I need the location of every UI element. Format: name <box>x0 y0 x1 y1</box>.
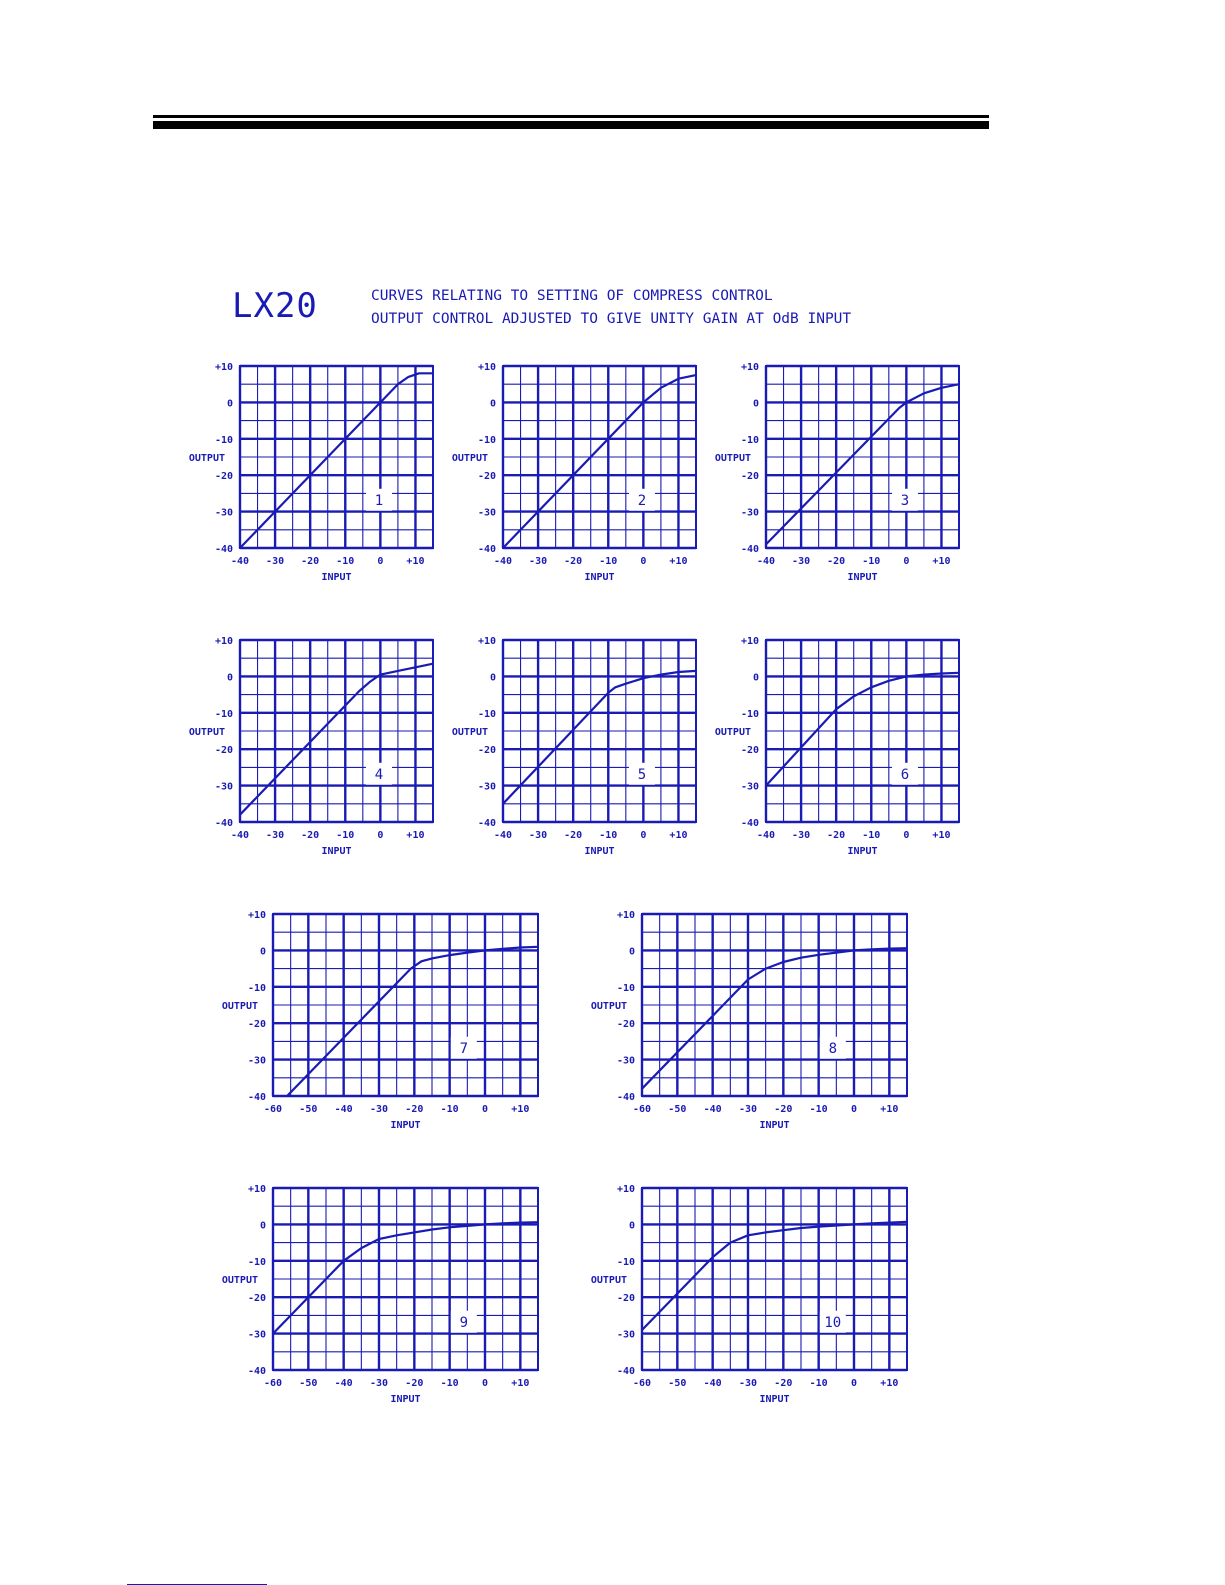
y-tick-label: +10 <box>616 1184 635 1195</box>
x-tick-label: -10 <box>599 556 618 567</box>
y-axis-label: OUTPUT <box>188 727 225 738</box>
panel-number-label: 1 <box>374 492 384 509</box>
y-axis-label: OUTPUT <box>714 453 751 464</box>
y-tick-label: 0 <box>752 672 759 684</box>
x-tick-label: -10 <box>336 556 355 567</box>
chart-panel-1 <box>189 362 433 583</box>
panel-number-label: 7 <box>459 1040 469 1057</box>
chart-panel-9 <box>222 1184 538 1405</box>
x-tick-label: +10 <box>406 556 425 567</box>
y-axis-label: OUTPUT <box>451 727 488 738</box>
x-tick-label: +10 <box>932 556 951 567</box>
y-tick-label: -10 <box>247 1256 266 1268</box>
x-tick-label: -20 <box>774 1104 793 1115</box>
x-tick-label: -20 <box>564 830 583 841</box>
y-tick-label: -40 <box>616 1366 635 1377</box>
y-tick-label: -30 <box>616 1055 635 1067</box>
y-tick-label: -40 <box>247 1092 266 1103</box>
x-tick-label: -20 <box>301 830 320 841</box>
panel-number-label: 2 <box>637 492 647 509</box>
y-tick-label: -40 <box>616 1092 635 1103</box>
x-tick-label: -30 <box>738 1104 758 1115</box>
x-axis-label: INPUT <box>390 1120 421 1131</box>
y-tick-label: -20 <box>214 745 233 757</box>
x-tick-label: +10 <box>406 830 425 841</box>
y-tick-label: -20 <box>740 745 759 757</box>
chart-panel-3 <box>715 362 959 583</box>
x-tick-label: -30 <box>792 556 811 567</box>
y-tick-label: -40 <box>740 818 759 829</box>
x-tick-label: 0 <box>640 830 647 841</box>
x-axis-label: INPUT <box>847 572 878 583</box>
x-tick-label: -40 <box>334 1378 353 1389</box>
x-tick-label: -50 <box>668 1378 687 1389</box>
y-tick-label: +10 <box>214 636 233 647</box>
y-tick-label: -10 <box>477 708 496 720</box>
y-tick-label: -40 <box>477 544 496 555</box>
x-tick-label: 0 <box>903 556 910 567</box>
chart-panel-10 <box>591 1184 907 1405</box>
x-tick-label: -10 <box>599 830 618 841</box>
y-tick-label: -40 <box>247 1366 266 1377</box>
y-tick-label: -30 <box>740 507 759 519</box>
y-tick-label: 0 <box>259 946 266 958</box>
y-tick-label: 0 <box>226 672 233 684</box>
y-tick-label: -40 <box>214 818 233 829</box>
x-tick-label: -20 <box>301 556 320 567</box>
x-tick-label: +10 <box>932 830 951 841</box>
x-axis-label: INPUT <box>321 846 352 857</box>
x-tick-label: -50 <box>668 1104 687 1115</box>
curve-series <box>287 947 538 1096</box>
panel-number-label: 3 <box>900 492 910 509</box>
y-tick-label: +10 <box>740 636 759 647</box>
y-tick-label: +10 <box>247 1184 266 1195</box>
subtitle-line-1: CURVES RELATING TO SETTING OF COMPRESS CONTROL <box>371 288 773 304</box>
x-tick-label: +10 <box>880 1104 899 1115</box>
x-axis-label: INPUT <box>321 572 352 583</box>
x-tick-label: -40 <box>230 556 250 567</box>
x-tick-label: 0 <box>640 556 647 567</box>
y-tick-label: 0 <box>752 398 759 410</box>
y-tick-label: +10 <box>616 910 635 921</box>
x-tick-label: -20 <box>405 1378 424 1389</box>
y-tick-label: -30 <box>616 1329 635 1341</box>
y-axis-label: OUTPUT <box>221 1001 258 1012</box>
panel-number-label: 4 <box>374 766 384 783</box>
x-tick-label: -40 <box>334 1104 353 1115</box>
x-tick-label: 0 <box>850 1104 858 1115</box>
subtitle-line-2: OUTPUT CONTROL ADJUSTED TO GIVE UNITY GAIN AT OdB INPUT <box>371 311 852 327</box>
y-tick-label: -20 <box>247 1019 266 1031</box>
y-tick-label: -30 <box>740 781 759 793</box>
x-tick-label: +10 <box>669 830 688 841</box>
x-axis-label: INPUT <box>390 1394 421 1405</box>
x-tick-label: -10 <box>862 556 881 567</box>
y-tick-label: -20 <box>214 471 233 483</box>
panel-number-label: 6 <box>900 766 910 783</box>
y-tick-label: -20 <box>247 1293 266 1305</box>
x-tick-label: -60 <box>632 1378 652 1389</box>
y-axis-label: OUTPUT <box>221 1275 258 1286</box>
x-tick-label: 0 <box>903 830 910 841</box>
y-tick-label: 0 <box>489 672 496 684</box>
curve-series <box>642 948 907 1088</box>
y-tick-label: 0 <box>226 398 233 410</box>
chart-panel-2 <box>452 362 696 583</box>
chart-panel-4 <box>189 636 433 857</box>
x-tick-label: -10 <box>440 1378 459 1389</box>
x-tick-label: -20 <box>405 1104 424 1115</box>
curve-series <box>240 373 433 548</box>
curve-series <box>503 375 696 548</box>
x-tick-label: -10 <box>862 830 881 841</box>
x-tick-label: +10 <box>511 1378 530 1389</box>
x-tick-label: -40 <box>493 556 513 567</box>
x-tick-label: -20 <box>774 1378 793 1389</box>
y-tick-label: -30 <box>247 1055 266 1067</box>
x-tick-label: -30 <box>266 556 285 567</box>
x-tick-label: +10 <box>669 556 688 567</box>
curve-series <box>642 1222 907 1330</box>
panel-number-label: 8 <box>828 1040 838 1057</box>
x-axis-label: INPUT <box>584 572 615 583</box>
x-tick-label: -20 <box>827 830 846 841</box>
y-tick-label: +10 <box>477 636 496 647</box>
y-tick-label: -30 <box>247 1329 266 1341</box>
y-tick-label: -40 <box>740 544 759 555</box>
y-tick-label: -10 <box>477 434 496 446</box>
y-tick-label: +10 <box>740 362 759 373</box>
x-tick-label: 0 <box>377 830 384 841</box>
curve-series <box>766 384 959 544</box>
y-axis-label: OUTPUT <box>188 453 225 464</box>
y-tick-label: +10 <box>214 362 233 373</box>
y-tick-label: +10 <box>247 910 266 921</box>
chart-panel-7 <box>222 910 538 1131</box>
x-tick-label: -30 <box>529 830 548 841</box>
y-tick-label: -30 <box>477 781 496 793</box>
model-title: LX20 <box>232 286 318 326</box>
curve-series <box>766 673 959 786</box>
y-tick-label: -30 <box>214 781 233 793</box>
y-tick-label: 0 <box>628 1220 635 1232</box>
chart-panel-5 <box>452 636 696 857</box>
x-tick-label: 0 <box>850 1378 858 1389</box>
y-axis-label: OUTPUT <box>590 1275 627 1286</box>
curve-series <box>503 671 696 804</box>
x-tick-label: -40 <box>756 556 776 567</box>
x-tick-label: -40 <box>230 830 250 841</box>
y-tick-label: 0 <box>259 1220 266 1232</box>
x-axis-label: INPUT <box>584 846 615 857</box>
x-tick-label: -40 <box>493 830 513 841</box>
x-tick-label: -10 <box>440 1104 459 1115</box>
panel-number-label: 10 <box>824 1314 842 1331</box>
y-tick-label: -10 <box>247 982 266 994</box>
y-tick-label: -10 <box>740 434 759 446</box>
x-tick-label: 0 <box>481 1104 489 1115</box>
x-tick-label: -20 <box>827 556 846 567</box>
y-tick-label: 0 <box>489 398 496 410</box>
y-tick-label: -20 <box>477 745 496 757</box>
y-tick-label: -10 <box>214 434 233 446</box>
x-tick-label: -50 <box>299 1378 318 1389</box>
chart-panel-8 <box>591 910 907 1131</box>
y-tick-label: -20 <box>477 471 496 483</box>
x-tick-label: -10 <box>809 1378 828 1389</box>
x-axis-label: INPUT <box>759 1120 790 1131</box>
y-tick-label: -20 <box>740 471 759 483</box>
x-tick-label: -30 <box>529 556 548 567</box>
y-axis-label: OUTPUT <box>451 453 488 464</box>
y-axis-label: OUTPUT <box>590 1001 627 1012</box>
curve-series <box>273 1222 538 1333</box>
x-tick-label: -40 <box>703 1104 722 1115</box>
y-tick-label: -30 <box>477 507 496 519</box>
y-axis-label: OUTPUT <box>714 727 751 738</box>
x-tick-label: 0 <box>377 556 384 567</box>
x-tick-label: -60 <box>632 1104 652 1115</box>
panel-number-label: 9 <box>459 1314 469 1331</box>
y-tick-label: -30 <box>214 507 233 519</box>
x-axis-label: INPUT <box>759 1394 790 1405</box>
y-tick-label: +10 <box>477 362 496 373</box>
panel-number-label: 5 <box>637 766 647 783</box>
curve-series <box>240 664 433 815</box>
x-tick-label: -10 <box>336 830 355 841</box>
x-tick-label: -30 <box>738 1378 758 1389</box>
y-tick-label: -10 <box>214 708 233 720</box>
x-tick-label: +10 <box>511 1104 530 1115</box>
y-tick-label: 0 <box>628 946 635 958</box>
x-tick-label: +10 <box>880 1378 899 1389</box>
y-tick-label: -40 <box>477 818 496 829</box>
x-tick-label: -60 <box>263 1378 283 1389</box>
x-axis-label: INPUT <box>847 846 878 857</box>
x-tick-label: -30 <box>369 1104 389 1115</box>
y-tick-label: -20 <box>616 1019 635 1031</box>
chart-panel-6 <box>715 636 959 857</box>
x-tick-label: -20 <box>564 556 583 567</box>
y-tick-label: -10 <box>616 982 635 994</box>
y-tick-label: -10 <box>740 708 759 720</box>
y-tick-label: -40 <box>214 544 233 555</box>
x-tick-label: -30 <box>792 830 811 841</box>
x-tick-label: -10 <box>809 1104 828 1115</box>
y-tick-label: -10 <box>616 1256 635 1268</box>
x-tick-label: 0 <box>481 1378 489 1389</box>
x-tick-label: -40 <box>703 1378 722 1389</box>
x-tick-label: -60 <box>263 1104 283 1115</box>
y-tick-label: -20 <box>616 1293 635 1305</box>
x-tick-label: -30 <box>369 1378 389 1389</box>
x-tick-label: -30 <box>266 830 285 841</box>
x-tick-label: -50 <box>299 1104 318 1115</box>
x-tick-label: -40 <box>756 830 776 841</box>
